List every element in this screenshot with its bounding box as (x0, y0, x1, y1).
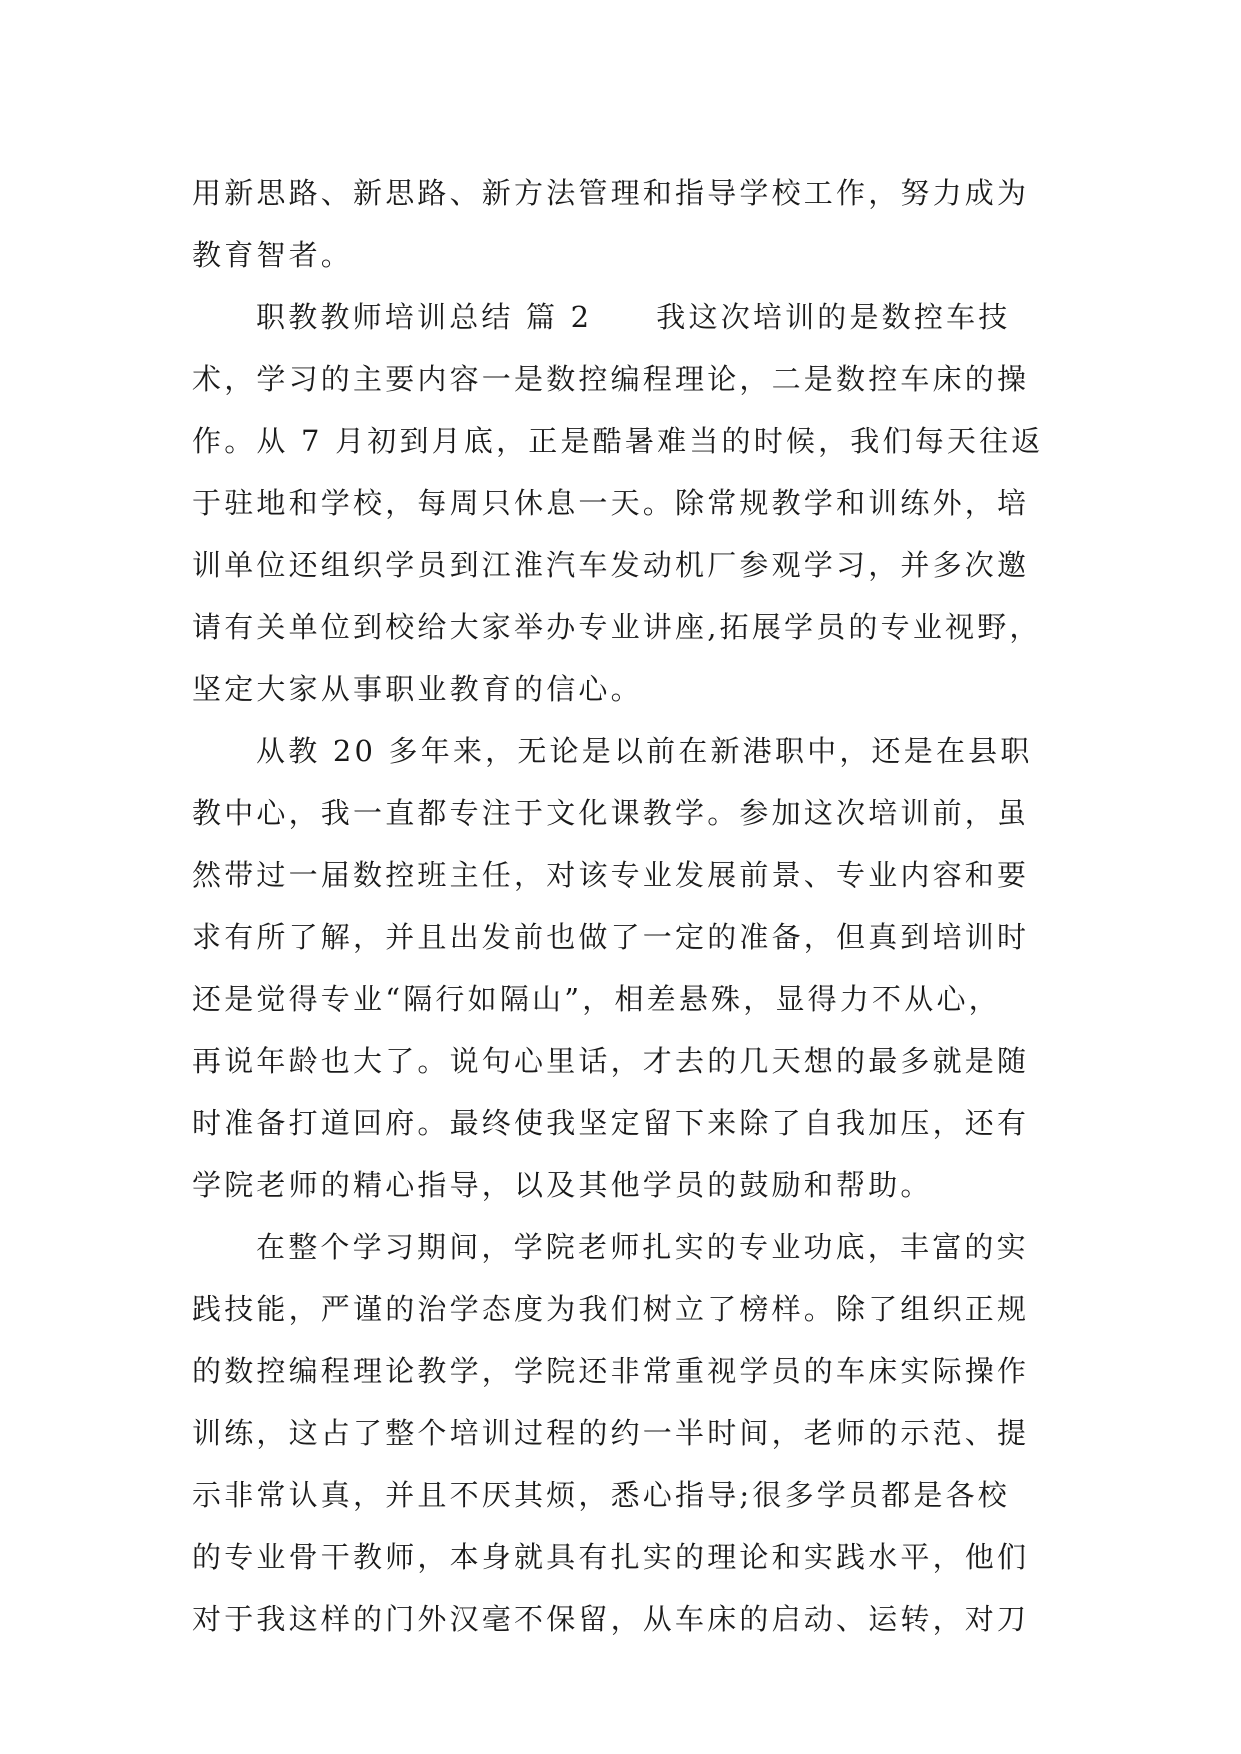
text-line: 再说年龄也大了。说句心里话，才去的几天想的最多就是随 (192, 1044, 1030, 1078)
text-line: 在整个学习期间，学院老师扎实的专业功底，丰富的实 (256, 1230, 1029, 1264)
text-line: 时准备打道回府。最终使我坚定留下来除了自我加压，还有 (192, 1106, 1030, 1140)
text-line: 践技能，严谨的治学态度为我们树立了榜样。除了组织正规 (192, 1292, 1030, 1326)
text-line: 然带过一届数控班主任，对该专业发展前景、专业内容和要 (192, 858, 1030, 892)
text-line: 示非常认真，并且不厌其烦，悉心指导;很多学员都是各校 (192, 1478, 1010, 1512)
text-line: 的数控编程理论教学，学院还非常重视学员的车床实际操作 (192, 1354, 1030, 1388)
document-body (192, 162, 1050, 1650)
text-line: 对于我这样的门外汉毫不保留，从车床的启动、运转，对刀 (192, 1602, 1030, 1636)
text-line: 术，学习的主要内容一是数控编程理论，二是数控车床的操 (192, 362, 1030, 396)
text-line: 教中心，我一直都专注于文化课教学。参加这次培训前，虽 (192, 796, 1030, 830)
text-line: 请有关单位到校给大家举办专业讲座,拓展学员的专业视野， (192, 610, 1042, 644)
section-heading: 职教教师培训总结 篇 2 (256, 300, 593, 334)
paragraph-start: 我这次培训的是数控车技 (656, 300, 1011, 334)
text-line: 的专业骨干教师，本身就具有扎实的理论和实践水平，他们 (192, 1540, 1030, 1574)
text-line (192, 286, 1050, 348)
text-line: 作。从 7 月初到月底，正是酷暑难当的时候，我们每天往返 (192, 424, 1044, 458)
text-line: 训单位还组织学员到江淮汽车发动机厂参观学习，并多次邀 (192, 548, 1030, 582)
text-line: 从教 20 多年来，无论是以前在新港职中，还是在县职 (256, 734, 1033, 768)
text-line: 教育智者。 (192, 238, 354, 272)
text-line: 于驻地和学校，每周只休息一天。除常规教学和训练外，培 (192, 486, 1030, 520)
text-line: 训练，这占了整个培训过程的约一半时间，老师的示范、提 (192, 1416, 1030, 1450)
text-line: 求有所了解，并且出发前也做了一定的准备，但真到培训时 (192, 920, 1030, 954)
text-line: 用新思路、新思路、新方法管理和指导学校工作，努力成为 (192, 176, 1030, 210)
text-line: 还是觉得专业“隔行如隔山”，相差悬殊，显得力不从心， (192, 982, 1001, 1016)
text-line: 坚定大家从事职业教育的信心。 (192, 672, 643, 706)
text-line: 学院老师的精心指导，以及其他学员的鼓励和帮助。 (192, 1168, 933, 1202)
